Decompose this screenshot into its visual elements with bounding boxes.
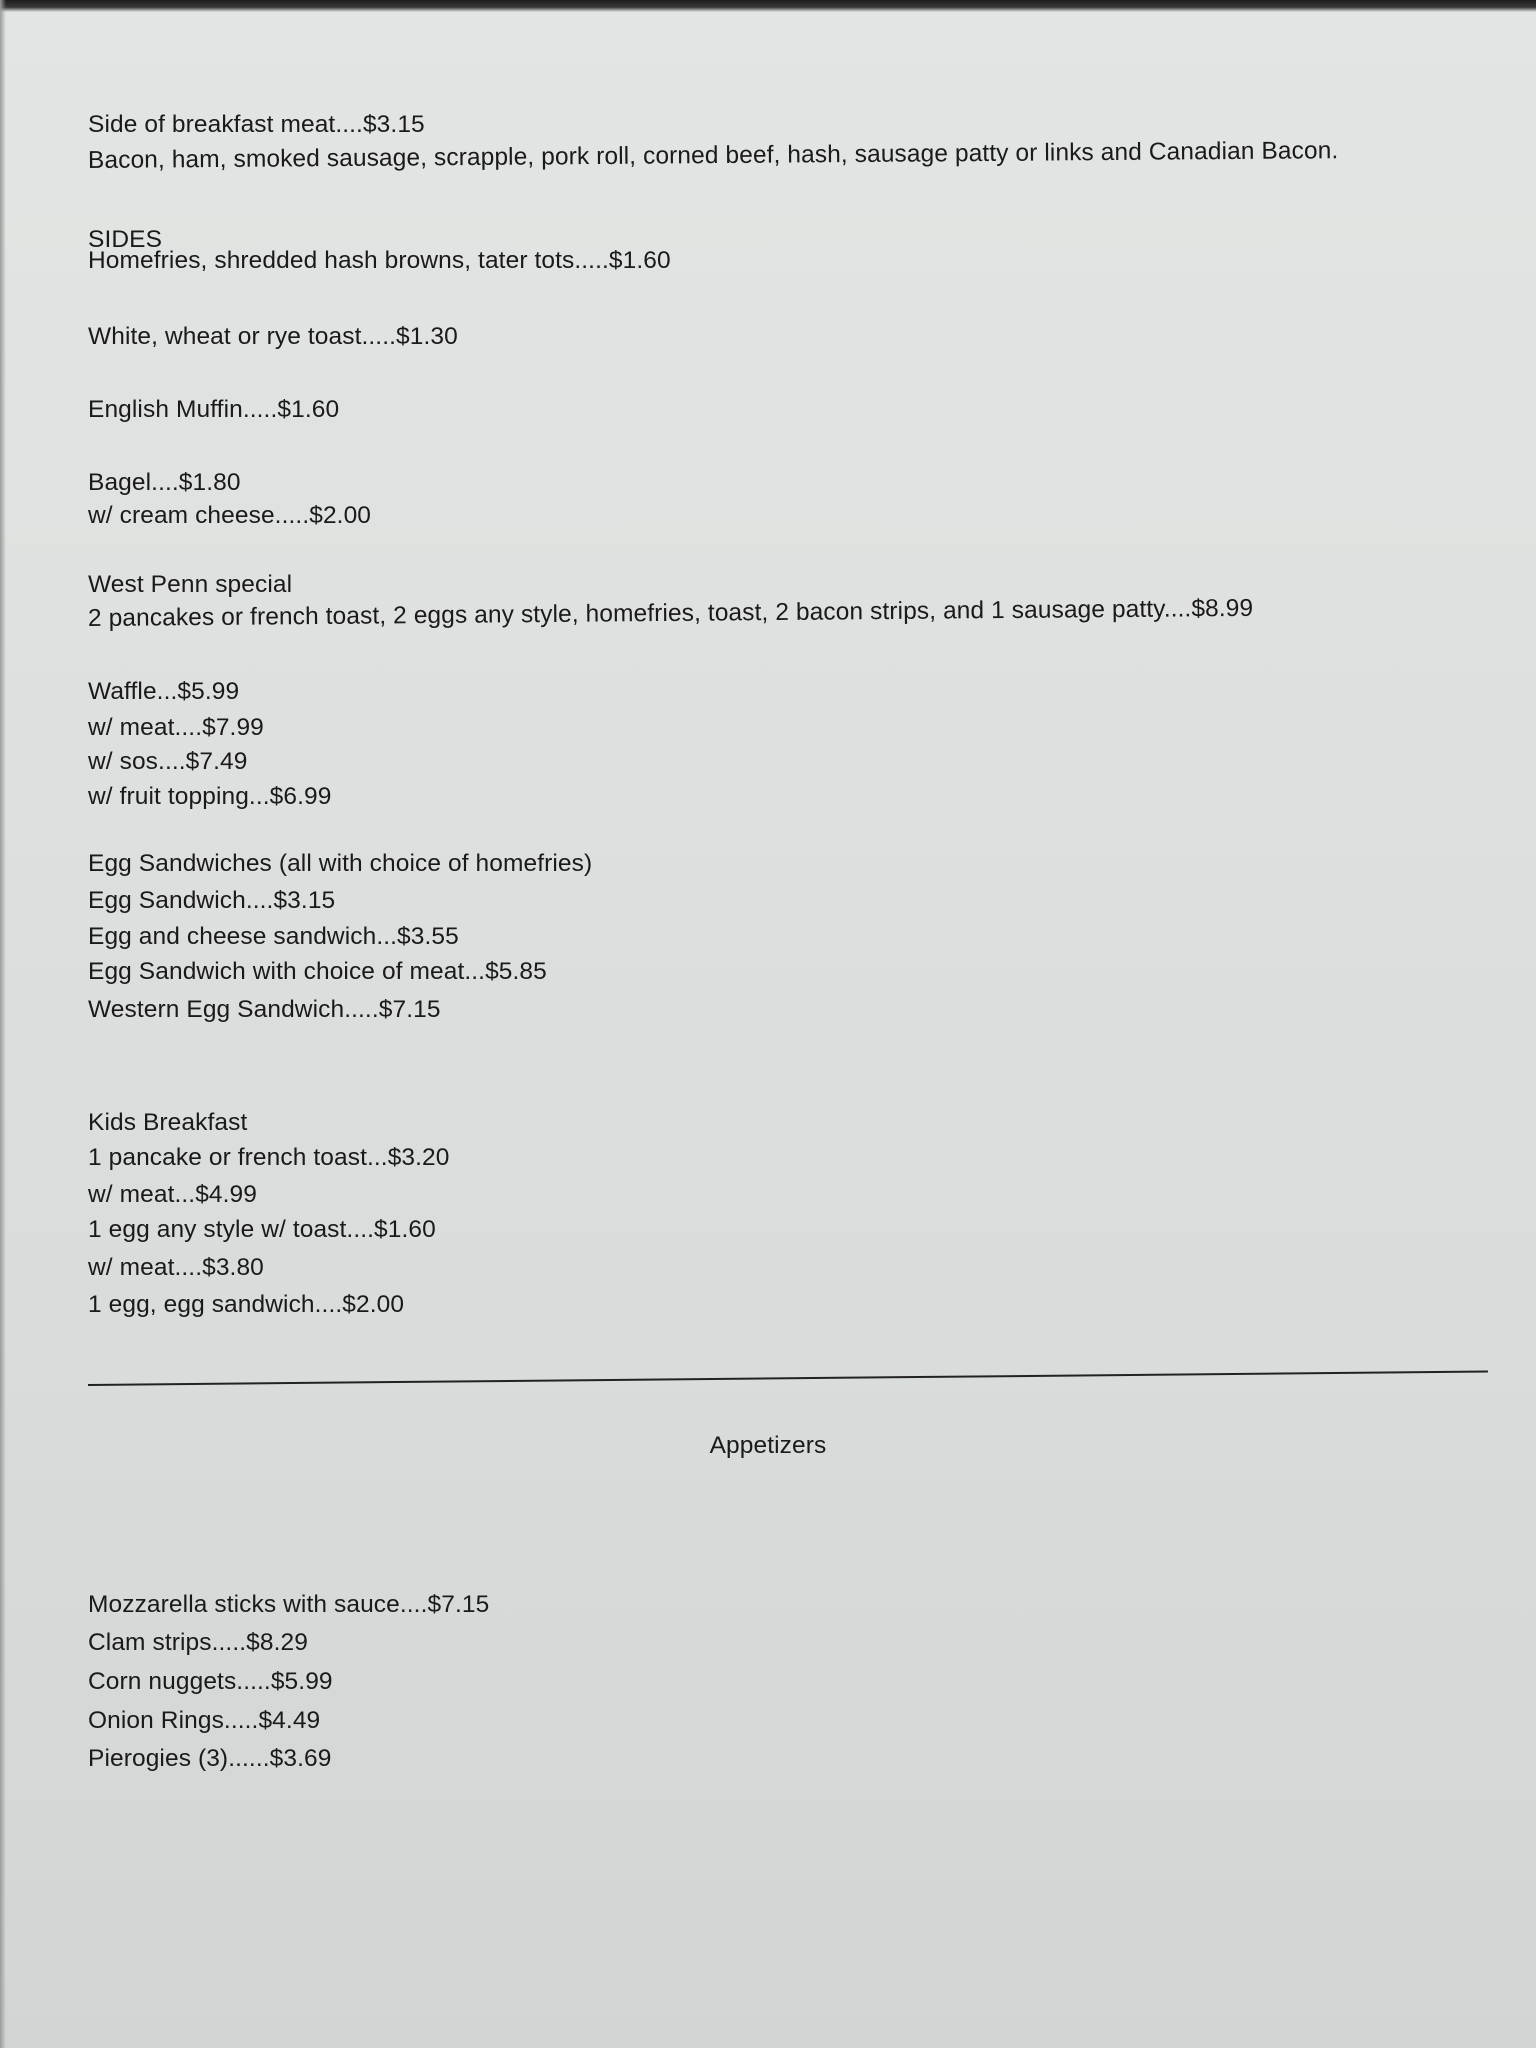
kids-item: 1 egg, egg sandwich....$2.00 [88, 1291, 405, 1318]
breakfast-meat-description: Bacon, ham, smoked sausage, scrapple, pork roll, corned beef, hash, sausage patty or links and Canadian Bacon. [87, 137, 1339, 174]
west-penn-description: 2 pancakes or french toast, 2 eggs any style, homefries, toast, 2 bacon strips, and 1 sausage patty....$8.99 [87, 594, 1254, 632]
appetizer-item: Pierogies (3)......$3.69 [88, 1745, 332, 1772]
sides-item: w/ cream cheese.....$2.00 [88, 502, 372, 529]
egg-sandwich-item: Egg Sandwich with choice of meat...$5.85 [88, 958, 547, 985]
page-top-shadow [0, 0, 1536, 12]
waffle-item: w/ fruit topping...$6.99 [88, 783, 332, 810]
waffle-item: w/ meat....$7.99 [88, 714, 264, 741]
breakfast-meat-title: Side of breakfast meat....$3.15 [88, 111, 425, 138]
sides-item: White, wheat or rye toast.....$1.30 [88, 323, 458, 350]
egg-sandwiches-heading: Egg Sandwiches (all with choice of homefries) [88, 850, 593, 877]
kids-breakfast-heading: Kids Breakfast [88, 1109, 248, 1136]
appetizers-heading: Appetizers [709, 1432, 827, 1459]
sides-item: Bagel....$1.80 [88, 469, 241, 496]
egg-sandwich-item: Egg Sandwich....$3.15 [88, 887, 336, 914]
appetizer-item: Mozzarella sticks with sauce....$7.15 [88, 1591, 490, 1618]
appetizer-item: Onion Rings.....$4.49 [88, 1707, 321, 1734]
section-divider [88, 1371, 1488, 1386]
sides-item: English Muffin.....$1.60 [88, 396, 340, 423]
sides-item: Homefries, shredded hash browns, tater tots.....$1.60 [88, 247, 671, 274]
appetizer-item: Clam strips.....$8.29 [88, 1629, 308, 1656]
appetizer-item: Corn nuggets.....$5.99 [88, 1668, 333, 1695]
waffle-item: Waffle...$5.99 [88, 678, 240, 705]
egg-sandwich-item: Western Egg Sandwich.....$7.15 [88, 996, 441, 1023]
kids-item: w/ meat....$3.80 [88, 1254, 264, 1281]
kids-item: 1 pancake or french toast...$3.20 [88, 1144, 450, 1171]
waffle-item: w/ sos....$7.49 [88, 748, 248, 775]
egg-sandwich-item: Egg and cheese sandwich...$3.55 [88, 923, 459, 950]
sides-heading: SIDES [88, 226, 163, 253]
west-penn-title: West Penn special [88, 571, 293, 598]
kids-item: w/ meat...$4.99 [88, 1181, 258, 1208]
page-left-shadow [0, 0, 6, 2048]
kids-item: 1 egg any style w/ toast....$1.60 [88, 1216, 436, 1243]
